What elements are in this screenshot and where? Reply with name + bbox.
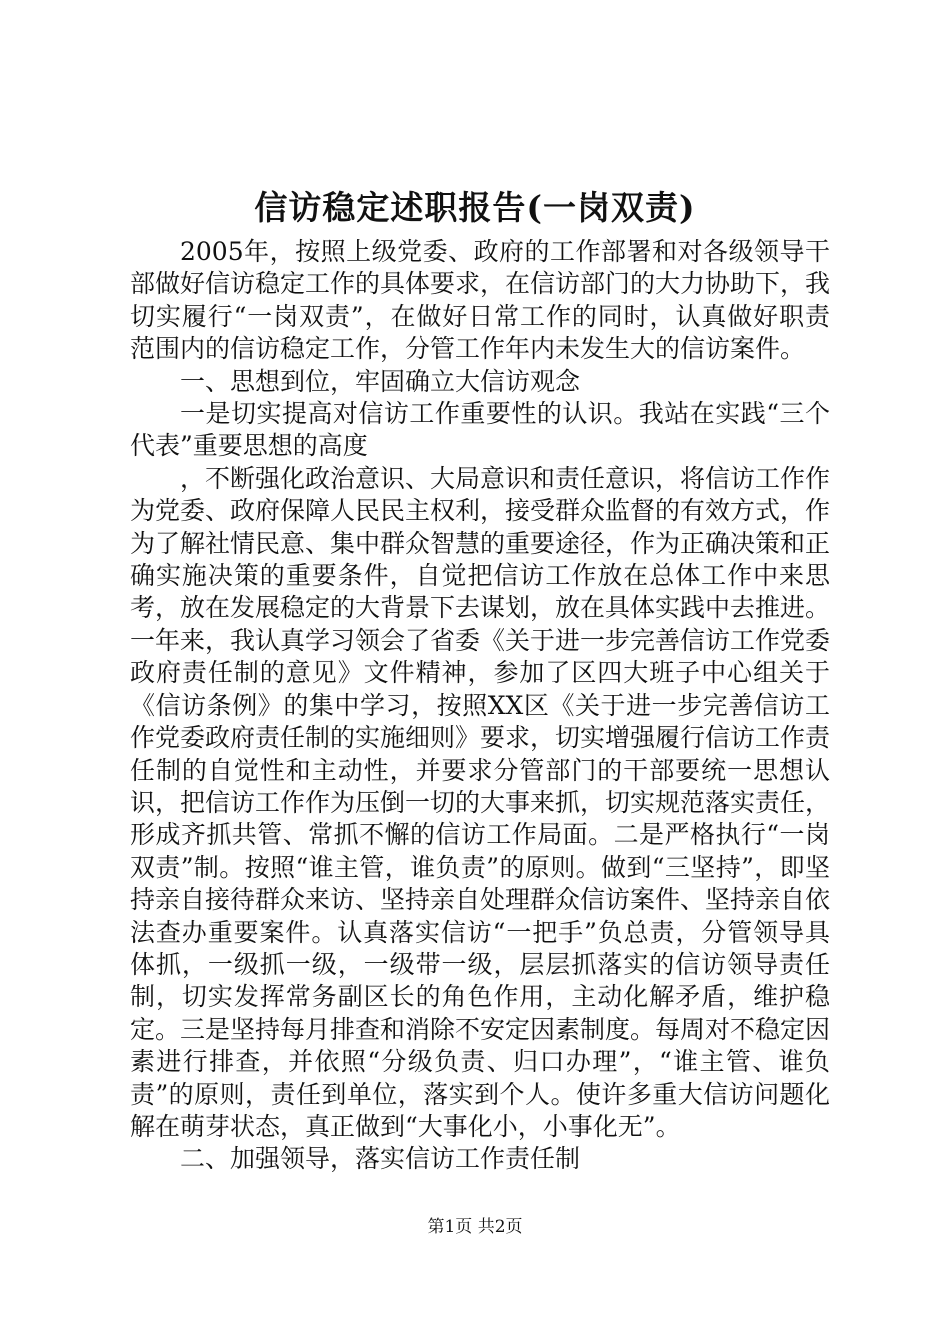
paragraph-intro: 2005年，按照上级党委、政府的工作部署和对各级领导干部做好信访稳定工作的具体要求，在信访部门的大力协助下，我切实履行“一岗双责”，在做好日常工作的同时，认真做好职责范围内的信访稳定工作，分管工作年内未发生大的信访案件。 — [130, 237, 831, 364]
section-heading-2: 二、加强领导，落实信访工作责任制 — [180, 1144, 581, 1174]
paragraph-continuation: ，不断强化政治意识、大局意识和责任意识，将信访工作作为党委、政府保障人民民主权利，接受群众监督的有效方式，作为了解社情民意、集中群众智慧的重要途径，作为正确决策和正确实施决策的重要条件，自觉把信访工作放在总体工作中来思考，放在发展稳定的大背景下去谋划，放在具体实践中去推进。一年来，我认真学习领会了省委《关于进一步完善信访工作党委政府责任制的意见》文件精神，参加了区四大班子中心组关于《信访条例》的集中学习，按照XX区《关于进一步完善信访工作党委政府责任制的实施细则》要求，切实增强履行信访工作责任制的自觉性和主动性，并要求分管部门的干部要统一思想认识，把信访工作作为压倒一切的大事来抓，切实规范落实责任，形成齐抓共管、常抓不懈的信访工作局面。二是严格执行“一岗双责”制。按照“谁主管，谁负责”的原则。做到“三坚持”，即坚持亲自接待群众来访、坚持亲自处理群众信访案件、坚持亲自依法查办重要案件。认真落实信访“一把手”负总责，分管领导具体抓，一级抓一级，一级带一级，层层抓落实的信访领导责任制，切实发挥常务副区长的角色作用，主动化解矛盾，维护稳定。三是坚持每月排查和消除不安定因素制度。每周对不稳定因素进行排查，并依照“分级负责、归口办理”，“谁主管、谁负责”的原则，责任到单位，落实到个人。使许多重大信访问题化解在萌芽状态，真正做到“大事化小，小事化无”。 — [130, 463, 831, 1141]
page-number-footer: 第1页 共2页 — [427, 1217, 523, 1237]
paragraph-point-1: 一是切实提高对信访工作重要性的认识。我站在实践“三个代表”重要思想的高度 — [130, 399, 830, 461]
section-heading-1: 一、思想到位，牢固确立大信访观念 — [180, 366, 581, 396]
page-title: 信访稳定述职报告(一岗双责) — [254, 188, 696, 227]
document-body — [130, 236, 830, 1176]
